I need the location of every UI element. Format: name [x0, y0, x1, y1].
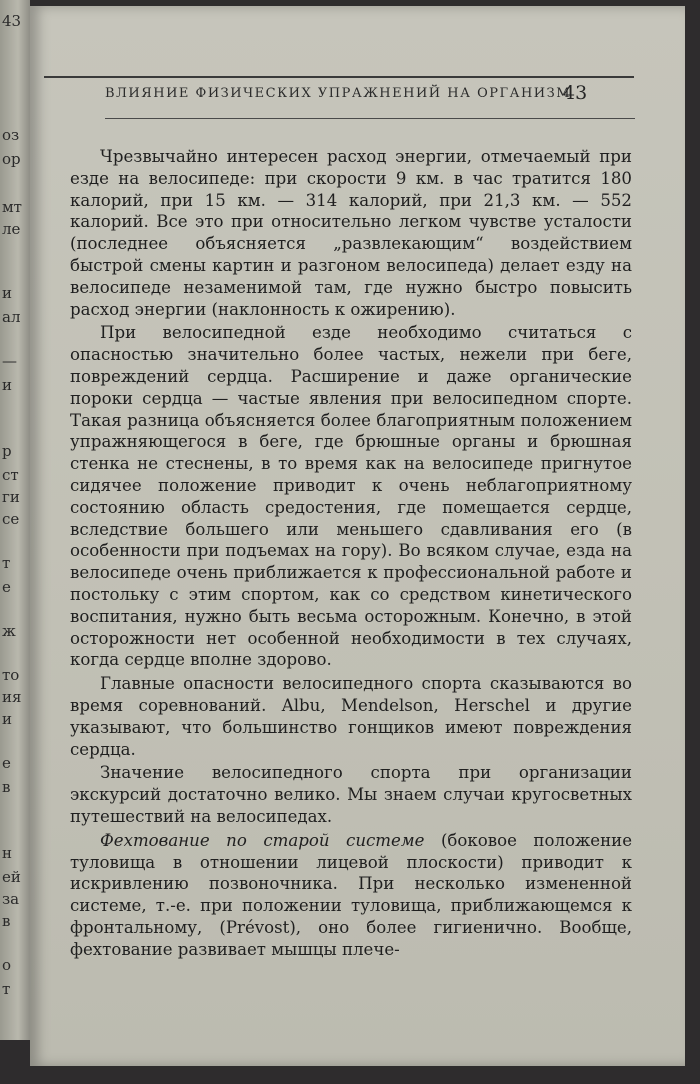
adjacent-page-fragment: 43 [2, 12, 22, 30]
adjacent-page-fragment: ле [2, 220, 21, 238]
paragraph-text: Значение велосипедного спорта при организации экскурсий достаточно велико. Мы знаем случаи кругосветных путешествий на велосипедах. [70, 763, 632, 826]
adjacent-page-fragment: — [2, 352, 17, 370]
adjacent-page-fragment: и [2, 284, 12, 302]
adjacent-page-fragment: ги [2, 488, 20, 506]
adjacent-page-fragment: ор [2, 150, 21, 168]
adjacent-page-fragment: ст [2, 466, 19, 484]
adjacent-page-fragment: е [2, 754, 11, 772]
adjacent-page-fragment: то [2, 666, 20, 684]
adjacent-page-edge [0, 0, 30, 1040]
running-head: ВЛИЯНИЕ ФИЗИЧЕСКИХ УПРАЖНЕНИЙ НА ОРГАНИЗМ [105, 86, 572, 101]
italic-lead: Фехтование по старой системе [100, 830, 425, 850]
adjacent-page-fragment: в [2, 778, 11, 796]
paragraph-text: Чрезвычайно интересен расход энергии, отмечаемый при езде на велосипеде: при скорости 9 км. в час тратится 180 калорий, при 15 км. — 314 калорий, при 21,3 км. — 552 калорий. Все это при относительно легком чувстве усталости (последнее объясняется „развлекающим“ воздействием быстрой смены картин и разгоном велосипеда) делает езду на велосипеде незаменимой там, где нужно быстро повысить расход энергии (наклонность к ожирению). [70, 147, 632, 319]
adjacent-page-fragment: ей [2, 868, 21, 886]
adjacent-page-fragment: т [2, 980, 11, 998]
adjacent-page-fragment: ал [2, 308, 21, 326]
adjacent-page-fragment: ж [2, 622, 16, 640]
adjacent-page-fragment: ия [2, 688, 22, 706]
header-rule [44, 76, 634, 78]
adjacent-page-fragment: за [2, 890, 20, 908]
paragraph-text: Главные опасности велосипедного спорта сказываются во время соревнований. Albu, Mendelson, Herschel и другие указывают, что большинство гонщиков имеют повреждения сердца. [70, 674, 632, 759]
adjacent-page-fragment: н [2, 844, 12, 862]
page-number: 43 [563, 82, 588, 104]
adjacent-page-fragment: о [2, 956, 12, 974]
paragraph-text: (боковое положение туловища в отношении лицевой плоскости) приводит к искривлению позвоночника. При несколько измененной системе, т.-е. при положении туловища, приближающемся к фронтальному, (Prévost), оно более гигиенично. Вообще, фехтование развивает мышцы плече- [70, 830, 633, 959]
paragraph [70, 146, 632, 320]
paragraph [70, 673, 632, 760]
adjacent-page-fragment: оз [2, 126, 20, 144]
adjacent-page-fragment: в [2, 912, 11, 930]
adjacent-page-fragment: т [2, 554, 11, 572]
adjacent-page-fragment: е [2, 578, 11, 596]
adjacent-page-fragment: се [2, 510, 20, 528]
body-text [70, 146, 632, 960]
paragraph [70, 830, 632, 961]
adjacent-page-fragment: и [2, 710, 12, 728]
paragraph-text: При велосипедной езде необходимо считаться с опасностью значительно более частых, нежели при беге, повреждений сердца. Расширение и даже органические пороки сердца — частые явления при велосипедном спорте. Такая разница объясняется более благоприятным положением упражняющегося в беге, где брюшные органы и брюшная стенка не стеснены, в то время как на велосипеде пригнутое сидячее положение приводит к очень неблагоприятному состоянию область средостения, где помещается сердце, вследствие большего или меньшего сдавливания его (в особенности при подъемах на гору). Во всяком случае, езда на велосипеде очень приближается к профессиональной работе и постольку с этим спортом, как со средством кинетического воспитания, нужно быть весьма осторожным. Конечно, в этой осторожности нет особенной необходимости в тех случаях, когда сердце вполне здорово. [70, 323, 632, 670]
adjacent-page-fragment: мт [2, 198, 22, 216]
book-page [30, 6, 685, 1066]
adjacent-page-fragment: р [2, 442, 12, 460]
adjacent-page-fragment: и [2, 376, 12, 394]
paragraph [70, 762, 632, 827]
header-underline [105, 118, 635, 119]
paragraph [70, 322, 632, 671]
